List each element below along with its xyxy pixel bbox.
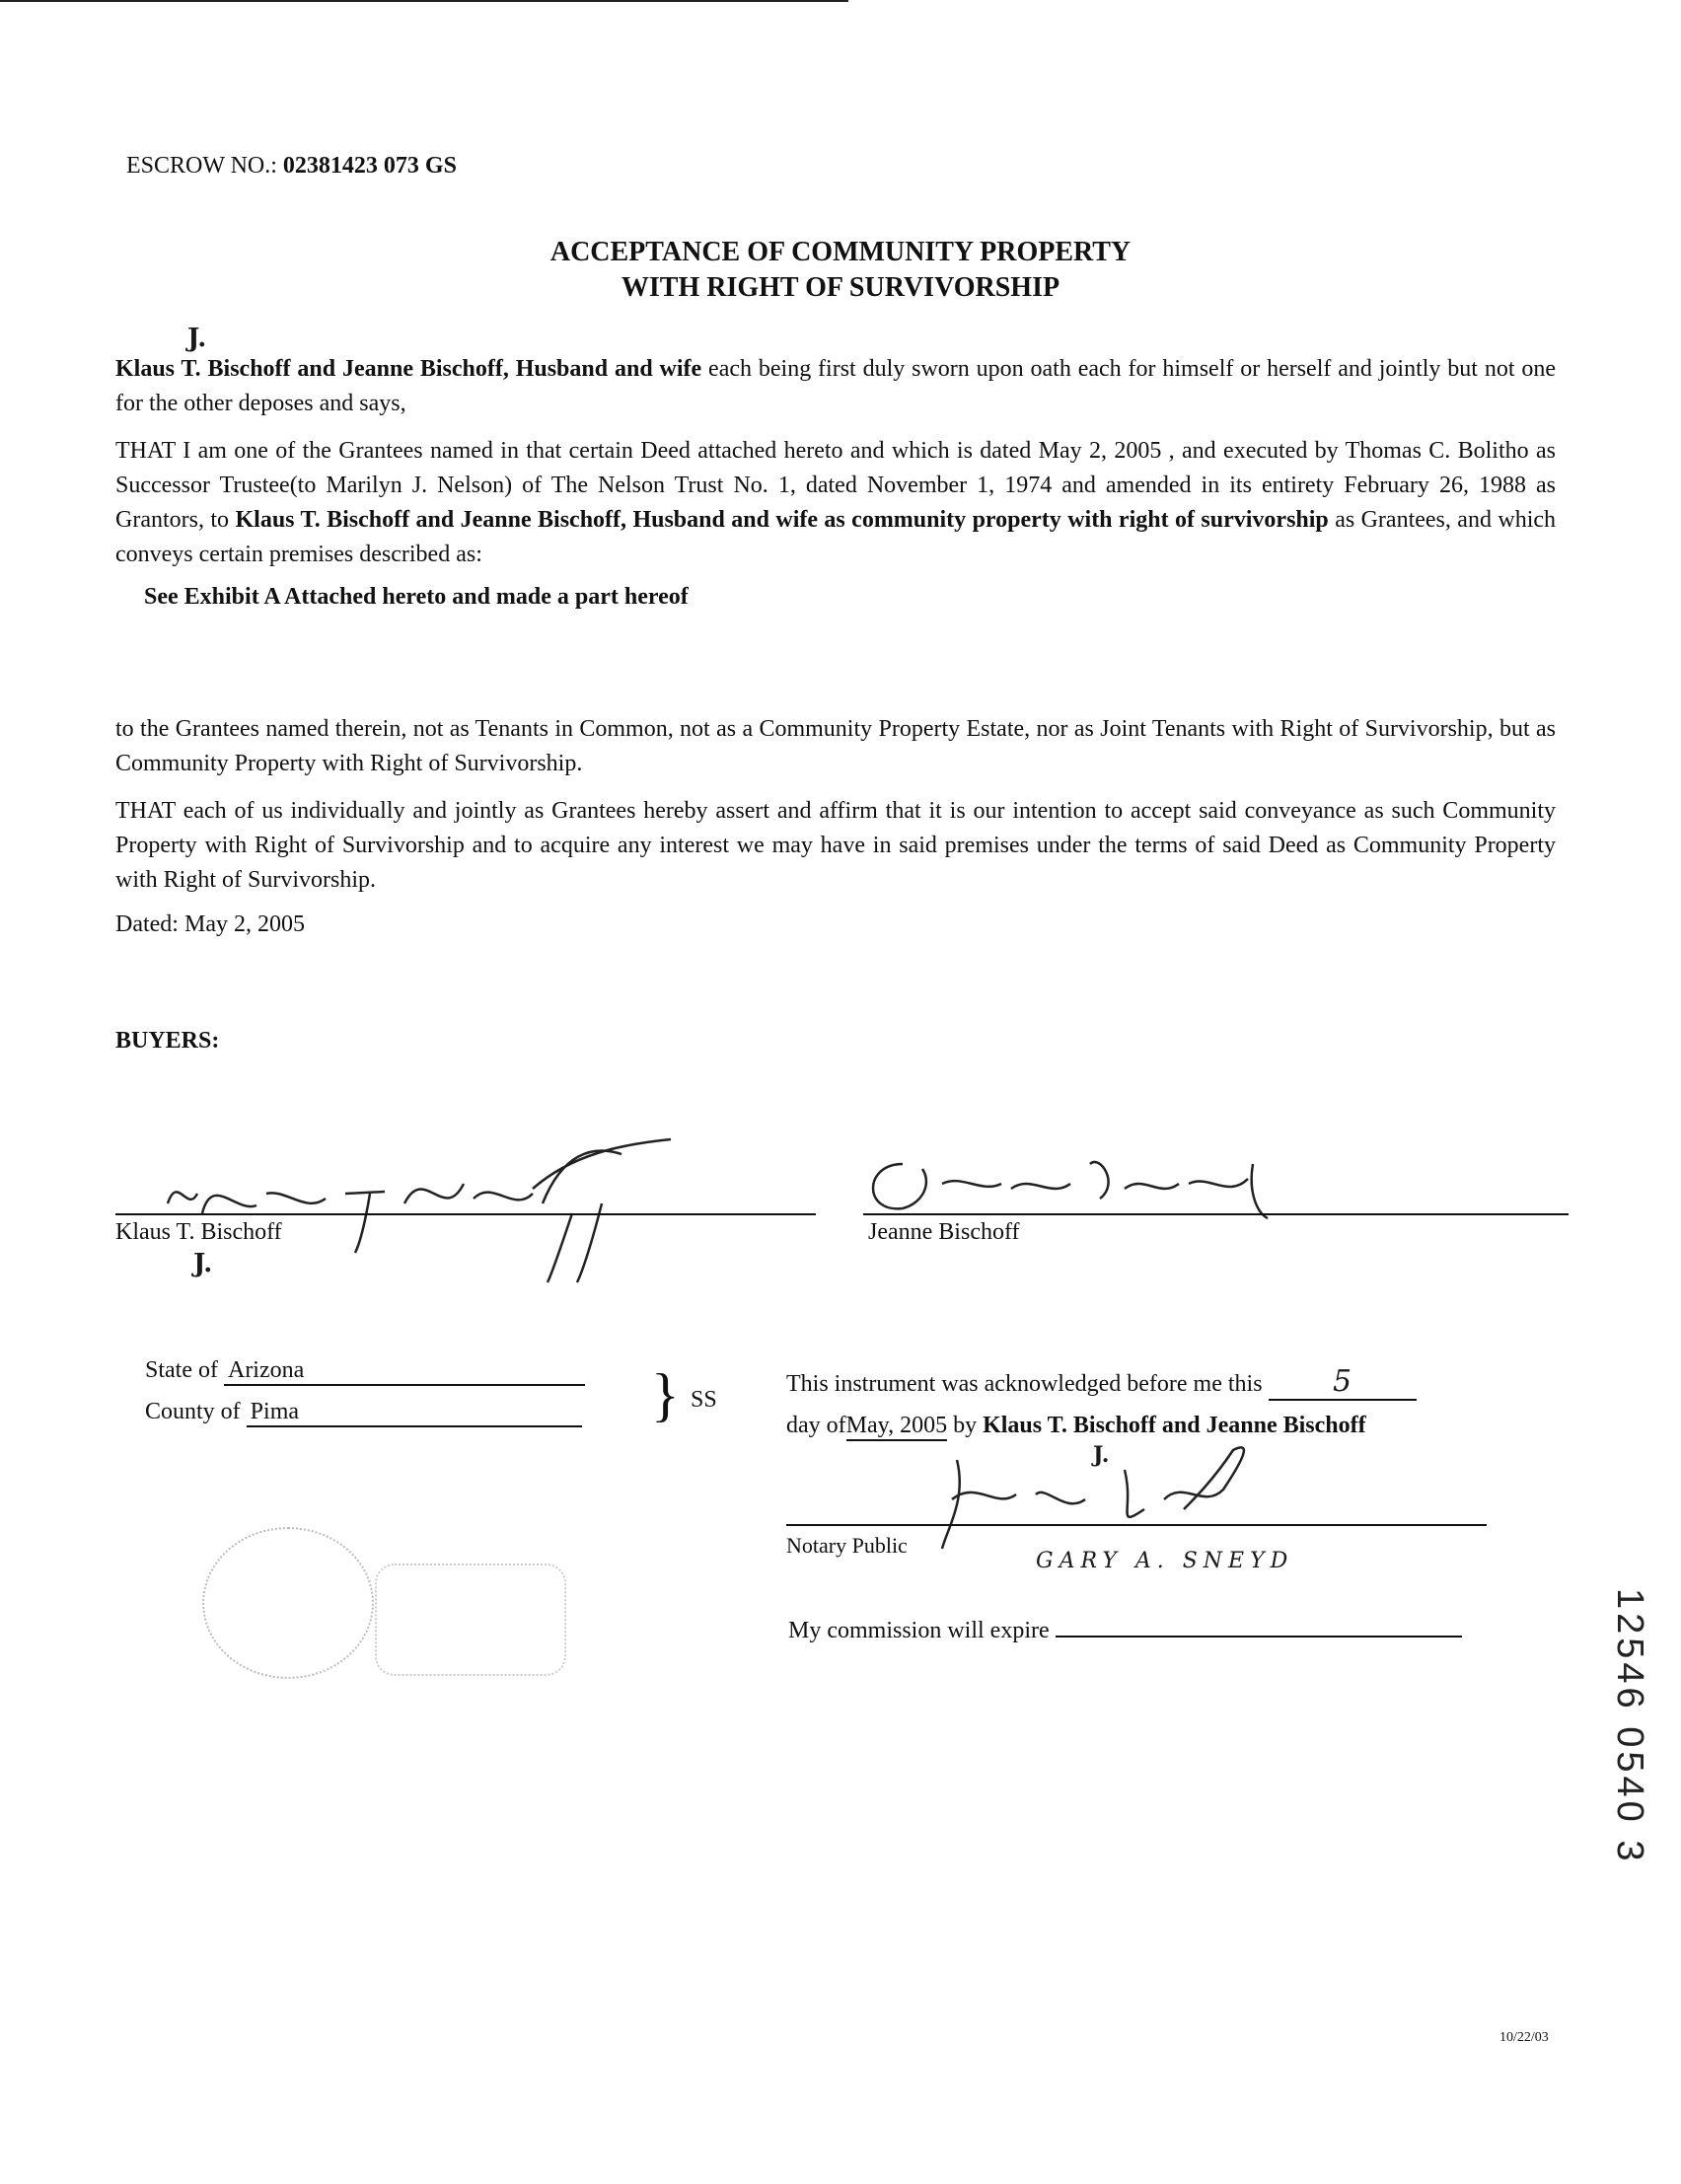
form-revision-date: 10/22/03 — [1499, 2030, 1549, 2045]
notary-printed-name: GARY A. SNEYD — [1036, 1549, 1294, 1573]
buyer2-signature — [863, 1144, 1307, 1223]
notary-signature-line — [786, 1524, 1487, 1526]
state-label: State of — [145, 1357, 218, 1383]
county-value-line — [247, 1399, 582, 1427]
state-value-line — [224, 1357, 585, 1386]
intro-handwritten-annotation: J. — [187, 324, 207, 353]
month-year: May, 2005 — [846, 1413, 947, 1441]
day-value: 5 — [1333, 1364, 1352, 1399]
buyers-heading: BUYERS: — [115, 1028, 220, 1054]
ss-label: SS — [691, 1387, 717, 1413]
county-line — [145, 1399, 582, 1427]
recording-number-stamp: 12546 0540 3 — [1609, 1588, 1650, 1865]
intro-paragraph — [115, 352, 1556, 421]
document-title-line1: ACCEPTANCE OF COMMUNITY PROPERTY — [549, 237, 1132, 267]
acknowledged-parties: Klaus T. Bischoff and Jeanne Bischoff — [983, 1413, 1366, 1438]
dated-line: Dated: May 2, 2005 — [115, 911, 305, 937]
county-label: County of — [145, 1399, 241, 1424]
commission-line — [788, 1614, 1462, 1644]
intro-parties: Klaus T. Bischoff and Jeanne Bischoff, Husband and wife — [115, 356, 702, 382]
document-title-line2: WITH RIGHT OF SURVIVORSHIP — [621, 272, 1060, 303]
top-edge-line — [0, 0, 848, 2]
commission-blank-line — [1056, 1614, 1462, 1638]
escrow-line — [126, 153, 457, 180]
grantee-parties: Klaus T. Bischoff and Jeanne Bischoff, Husband and wife as community property with right of survivorship — [235, 507, 1329, 533]
acknowledged-parties-annotation: J. — [1093, 1442, 1110, 1468]
grantee-paragraph-text: THAT I am one of the Grantees named in that certain Deed attached hereto and which is dated May 2, 2005 , and executed by Thomas C. Bolitho as Successor Trustee(to Marilyn J. Nelson) of The Nelson Trust No. 1, dated November 1, 1974 and amended in its entirety February 26, 1988 as Grantors, to — [115, 438, 1556, 533]
buyer1-name: Klaus T. Bischoff — [115, 1219, 282, 1245]
buyer2-name: Jeanne Bischoff — [868, 1219, 1020, 1245]
buyer1-handwritten-annotation: J. — [193, 1249, 213, 1278]
acknowledgment-line — [786, 1364, 1417, 1401]
survivorship-paragraph: to the Grantees named therein, not as Tenants in Common, not as a Community Property Estate, nor as Joint Tenants with Right of Survivorship, but as Community Property with Right of Survivorship. — [115, 716, 1556, 776]
notary-label: Notary Public — [786, 1533, 908, 1558]
acknowledgment-text: This instrument was acknowledged before me this — [786, 1371, 1263, 1397]
venue-brace: } — [651, 1362, 680, 1427]
notary-seal-impression-faint — [375, 1564, 566, 1676]
county-value: Pima — [250, 1399, 300, 1424]
buyer1-signature-line — [115, 1213, 816, 1215]
by-text: by — [953, 1413, 978, 1438]
exhibit-reference: See Exhibit A Attached hereto and made a part hereof — [144, 584, 689, 610]
grantee-paragraph-end: as Grantees, and which conveys certain premises described as: — [115, 507, 1557, 567]
grantee-paragraph — [115, 434, 1556, 572]
state-value: Arizona — [227, 1357, 305, 1383]
acknowledgment-date-line — [786, 1413, 1366, 1441]
state-line — [145, 1357, 585, 1386]
commission-label: My commission will expire — [788, 1618, 1050, 1643]
affirmation-paragraph: THAT each of us individually and jointly as Grantees hereby assert and affirm that it is our intention to accept said conveyance as such Community Property with Right of Survivorship and to acquire any interest we may have in said premises under the terms of said Deed as Community Property with Right of Survivorship. — [115, 798, 1556, 893]
notary-signature — [937, 1440, 1292, 1559]
day-value-line — [1269, 1364, 1417, 1401]
buyer2-signature-line — [863, 1213, 1569, 1215]
notary-seal-impression — [202, 1527, 374, 1679]
escrow-number: 02381423 073 GS — [282, 153, 457, 179]
day-prefix: day of — [786, 1413, 846, 1438]
intro-rest: each being first duly sworn upon oath each for himself or herself and jointly but not one for the other deposes and says, — [115, 356, 1557, 416]
escrow-label: ESCROW NO.: — [126, 153, 277, 179]
